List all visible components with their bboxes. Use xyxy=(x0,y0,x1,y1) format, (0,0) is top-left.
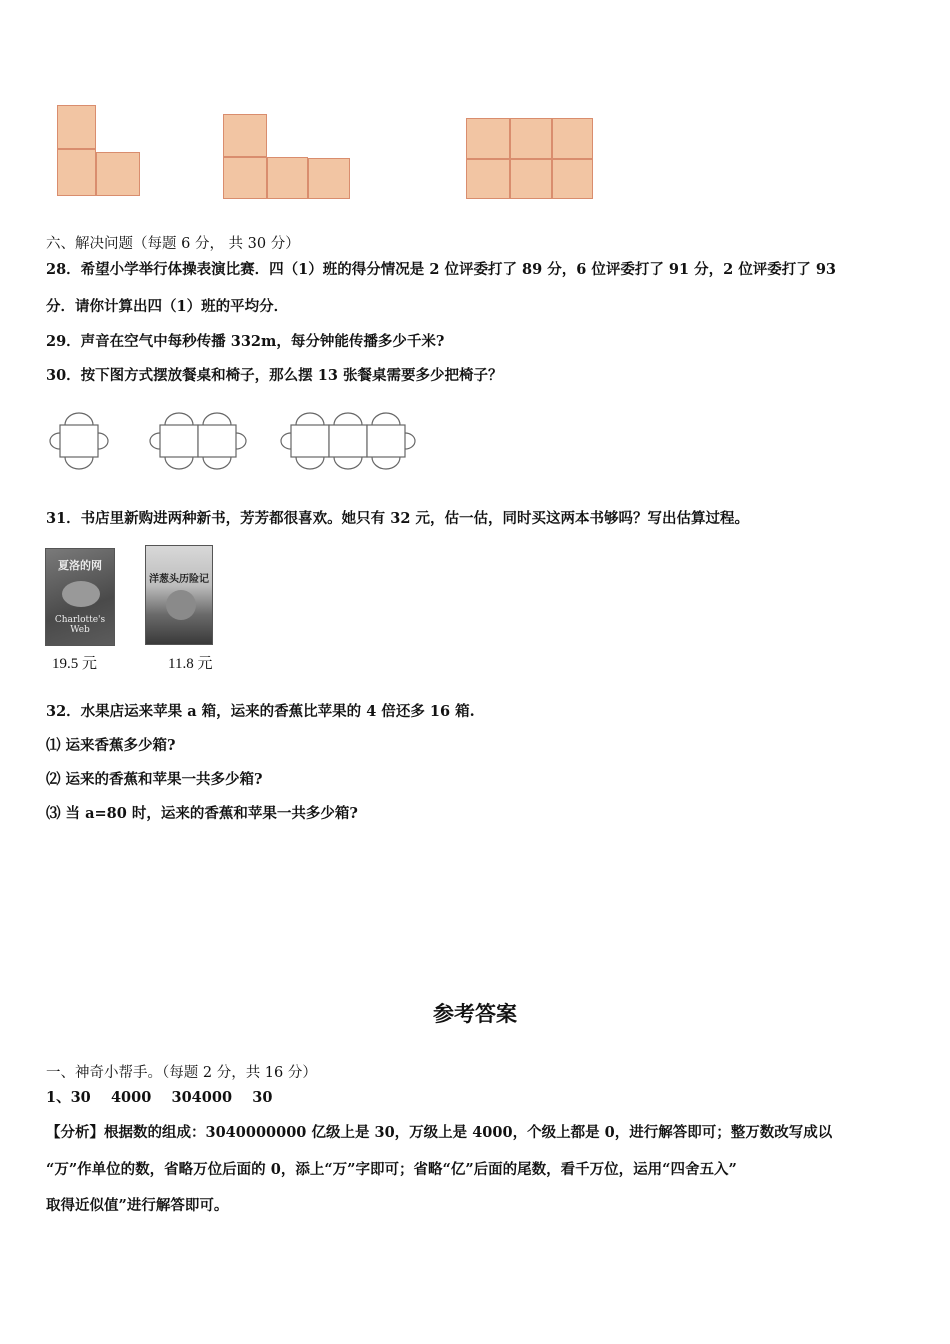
question-28-line2: 分．请你计算出四（1）班的平均分． xyxy=(46,298,289,315)
chair xyxy=(296,457,324,469)
chair xyxy=(334,457,362,469)
book-cover-title: 夏洛的网 xyxy=(58,559,102,572)
chair xyxy=(65,413,93,425)
chair xyxy=(281,433,291,449)
chair xyxy=(165,457,193,469)
tile xyxy=(466,159,510,199)
chair xyxy=(165,413,193,425)
table xyxy=(60,425,98,457)
chair xyxy=(65,457,93,469)
question-29: 29．声音在空气中每秒传播 332m，每分钟能传播多少千米? xyxy=(46,333,445,350)
tile xyxy=(552,118,593,159)
chair xyxy=(98,433,108,449)
section-heading: 六、解决问题（每题 6 分， 共 30 分） xyxy=(46,236,300,252)
question-30: 30．按下图方式摆放餐桌和椅子，那么摆 13 张餐桌需要多少把椅子？ xyxy=(46,367,503,384)
tile xyxy=(552,159,593,199)
table xyxy=(329,425,367,457)
table xyxy=(160,425,198,457)
book-price: 19.5 元 xyxy=(52,656,98,672)
question-32: 32．水果店运来苹果 a 箱，运来的香蕉比苹果的 4 倍还多 16 箱. xyxy=(46,703,475,720)
book-cover-subtitle: Charlotte's Web xyxy=(54,615,106,635)
tables-and-chairs-figure xyxy=(40,405,450,480)
chair xyxy=(203,413,231,425)
chair xyxy=(334,413,362,425)
book-cover-onion-adventure xyxy=(145,545,213,645)
chair xyxy=(372,457,400,469)
question-31: 31．书店里新购进两种新书，芳芳都很喜欢。她只有 32 元，估一估，同时买这两本书够吗？写出估算过程。 xyxy=(46,510,749,527)
tile xyxy=(57,105,96,149)
question-28-line1: 28．希望小学举行体操表演比赛．四（1）班的得分情况是 2 位评委打了 89 分，6 位评委打了 91 分，2 位评委打了 93 xyxy=(46,261,836,278)
tile xyxy=(96,152,140,196)
question-32-part3: ⑶ 当 a=80 时，运来的香蕉和苹果一共多少箱? xyxy=(46,805,358,822)
chair xyxy=(150,433,160,449)
book-cover-title: 洋葱头历险记 xyxy=(149,574,209,585)
chair xyxy=(372,413,400,425)
analysis-line3: 取得近似值”进行解答即可。 xyxy=(46,1197,229,1214)
question-32-part1: ⑴ 运来香蕉多少箱? xyxy=(46,737,176,754)
tile xyxy=(510,159,552,199)
tile xyxy=(223,157,267,199)
book-price: 11.8 元 xyxy=(168,656,213,672)
chair xyxy=(236,433,246,449)
tile xyxy=(267,157,308,199)
tile xyxy=(223,114,267,157)
tile xyxy=(57,149,96,196)
table xyxy=(198,425,236,457)
answer-1: 1、30 4000 304000 30 xyxy=(46,1089,273,1106)
tile xyxy=(466,118,510,159)
book-cover-charlottes-web xyxy=(45,548,115,646)
chair xyxy=(296,413,324,425)
question-32-part2: ⑵ 运来的香蕉和苹果一共多少箱? xyxy=(46,771,263,788)
analysis-line1: 【分析】根据数的组成：3040000000 亿级上是 30，万级上是 4000，个级上都是 0，进行解答即可；整万数改写成以 xyxy=(46,1124,833,1141)
tile xyxy=(510,118,552,159)
answers-part1-heading: 一、神奇小帮手。（每题 2 分，共 16 分） xyxy=(46,1065,317,1081)
book-illustration xyxy=(62,581,100,607)
book-illustration xyxy=(166,590,196,620)
analysis-line2: “万”作单位的数，省略万位后面的 0，添上“万”字即可；省略“亿”后面的尾数，看千万位，运用“四舍五入” xyxy=(46,1161,737,1178)
chair xyxy=(50,433,60,449)
chair xyxy=(203,457,231,469)
answers-title: 参考答案 xyxy=(433,1001,517,1026)
tile xyxy=(308,158,350,199)
chair xyxy=(405,433,415,449)
table xyxy=(367,425,405,457)
table xyxy=(291,425,329,457)
